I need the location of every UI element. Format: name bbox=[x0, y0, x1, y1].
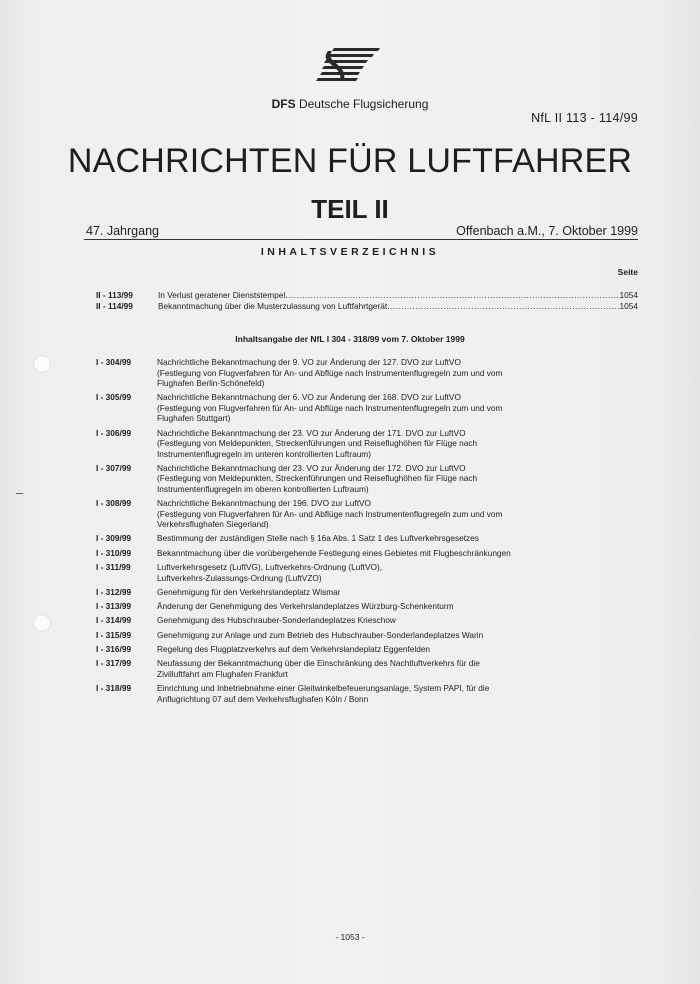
summary-entry-number: I - 315/99 bbox=[96, 629, 132, 640]
place-date: Offenbach a.M., 7. Oktober 1999 bbox=[456, 224, 638, 238]
dot-leader bbox=[387, 301, 619, 312]
summary-entry bbox=[96, 630, 656, 641]
summary-entry-number: I - 314/99 bbox=[96, 615, 132, 626]
publication-title: NACHRICHTEN FÜR LUFTFAHRER bbox=[67, 142, 633, 180]
summary-entry-text: Regelung des Flugplatzverkehrs auf dem Verkehrslandeplatz Eggenfelden bbox=[157, 644, 431, 655]
page-column-label: Seite bbox=[617, 267, 638, 277]
summary-entry-text: Einrichtung und Inbetriebnahme einer Gleitwinkelbefeuerungsanlage, System PAPI, für die Anflugrichtung 07 auf dem Verkehrsflughafen Köln / Bonn bbox=[157, 683, 490, 704]
summary-entry bbox=[96, 498, 656, 530]
toc-entry-text: Bekanntmachung über die Musterzulassung von Luftfahrtgerät bbox=[158, 301, 388, 311]
summary-entry bbox=[96, 357, 656, 389]
summary-entry-number: I - 307/99 bbox=[96, 462, 132, 473]
dot-leader bbox=[285, 290, 619, 301]
summary-entry bbox=[96, 601, 656, 612]
summary-entry-text: Nachrichtliche Bekanntmachung der 6. VO zur Änderung der 168. DVO zur LuftVO (Festlegung von Flugverfahren für An- und Abflüge nach Instrumentenflugregeln zum und vom Flughafen Stuttgart) bbox=[157, 392, 503, 424]
summary-entry-number: I - 313/99 bbox=[96, 601, 132, 612]
organization-abbreviation: DFS bbox=[271, 97, 296, 111]
summary-entry-text: Bekanntmachung über die vorübergehende Festlegung eines Gebietes mit Flugbeschränkungen bbox=[157, 547, 511, 558]
dfs-logo-icon bbox=[314, 46, 382, 86]
summary-entry bbox=[96, 644, 656, 655]
summary-entry-number: I - 304/99 bbox=[96, 357, 132, 367]
summary-entry bbox=[96, 658, 656, 679]
issue-number: NfL II 113 - 114/99 bbox=[531, 111, 638, 125]
organization-full-name: Deutsche Flugsicherung bbox=[298, 97, 429, 111]
summary-entry-number: I - 309/99 bbox=[96, 533, 132, 544]
toc-heading: INHALTSVERZEICHNIS bbox=[260, 246, 440, 258]
summary-entry-text: Änderung der Genehmigung des Verkehrslandeplatzes Würzburg-Schenkenturm bbox=[157, 601, 454, 612]
toc-entry bbox=[96, 290, 638, 301]
summary-entry-text: Nachrichtliche Bekanntmachung der 23. VO zur Änderung der 172. DVO zur LuftVO (Festlegung von Meldepunkten, Streckenführungen und Reiseflughöhen für Flüge nach Instrumentenflugregeln im oberen kontrollierten Luftraum) bbox=[157, 462, 478, 494]
summary-entry-text: Genehmigung zur Anlage und zum Betrieb des Hubschrauber-Sonderlandeplatzes Warin bbox=[157, 629, 484, 640]
volume-label: 47. Jahrgang bbox=[86, 224, 159, 238]
summary-entry-number: I - 310/99 bbox=[96, 547, 132, 558]
summary-entry-number: I - 305/99 bbox=[96, 392, 132, 403]
toc-entry-number: II - 114/99 bbox=[96, 301, 133, 311]
margin-mark bbox=[16, 493, 23, 494]
summary-heading: Inhaltsangabe der NfL I 304 - 318/99 vom 7. Oktober 1999 bbox=[235, 334, 465, 344]
summary-entry bbox=[96, 562, 656, 583]
summary-entry-number: I - 312/99 bbox=[96, 586, 132, 597]
summary-entry-number: I - 316/99 bbox=[96, 644, 132, 655]
punch-hole-icon bbox=[33, 614, 51, 632]
summary-entry bbox=[96, 615, 656, 626]
toc-entry bbox=[96, 301, 638, 312]
summary-entry-text: Genehmigung für den Verkehrslandeplatz Wismar bbox=[157, 586, 341, 597]
punch-hole-icon bbox=[33, 355, 51, 373]
summary-entry bbox=[96, 428, 656, 460]
part-title: TEIL II bbox=[311, 194, 389, 224]
summary-entry bbox=[96, 587, 656, 598]
summary-list bbox=[96, 357, 656, 708]
summary-entry bbox=[96, 392, 656, 424]
summary-entry-number: I - 311/99 bbox=[96, 562, 131, 573]
toc-entry-number: II - 113/99 bbox=[96, 290, 133, 300]
organization-name bbox=[0, 97, 700, 111]
summary-entry bbox=[96, 463, 656, 495]
summary-entry-number: I - 318/99 bbox=[96, 683, 132, 694]
toc-list bbox=[96, 290, 638, 312]
summary-entry-text: Bestimmung der zuständigen Stelle nach § 16a Abs. 1 Satz 1 des Luftverkehrsgesetzes bbox=[157, 533, 479, 544]
summary-entry-text: Nachrichtliche Bekanntmachung der 9. VO zur Änderung der 127. DVO zur LuftVO (Festlegung von Flugverfahren für An- und Abflüge nach Instrumentenflugregeln zum und vom Flughafen Berlin-Schönefeld) bbox=[157, 357, 503, 388]
summary-entry bbox=[96, 683, 656, 704]
summary-entry-number: I - 308/99 bbox=[96, 498, 132, 509]
summary-entry-text: Luftverkehrsgesetz (LuftVG), Luftverkehrs-Ordnung (LuftVO), Luftverkehrs-Zulassungs-Ordnung (LuftVZO) bbox=[157, 562, 383, 583]
summary-entry-text: Nachrichtliche Bekanntmachung der 196. DVO zur LuftVO (Festlegung von Flugverfahren für An- und Abflüge nach Instrumentenflugregeln zum und vom Verkehrsflughafen Siegerland) bbox=[157, 498, 503, 530]
toc-entry-page: 1054 bbox=[619, 290, 638, 300]
toc-entry-text: In Verlust geratener Dienststempel bbox=[158, 290, 286, 300]
summary-entry-text: Nachrichtliche Bekanntmachung der 23. VO zur Änderung der 171. DVO zur LuftVO (Festlegung von Meldepunkten, Streckenführungen und Reiseflughöhen für Flüge nach Instrumentenflugregeln im unteren kontrollierten Luftraum) bbox=[157, 427, 478, 459]
summary-entry bbox=[96, 548, 656, 559]
header-divider bbox=[84, 239, 638, 240]
summary-entry-text: Neufassung der Bekanntmachung über die Einschränkung des Nachtluftverkehrs für die Zivilluftfahrt am Flughafen Frankfurt bbox=[157, 658, 480, 679]
summary-entry bbox=[96, 533, 656, 544]
summary-entry-number: I - 306/99 bbox=[96, 427, 132, 438]
toc-entry-page: 1054 bbox=[619, 301, 638, 311]
summary-entry-text: Genehmigung des Hubschrauber-Sonderlandeplatzes Krieschow bbox=[157, 615, 396, 626]
page-number: - 1053 - bbox=[335, 932, 365, 942]
summary-entry-number: I - 317/99 bbox=[96, 658, 132, 669]
